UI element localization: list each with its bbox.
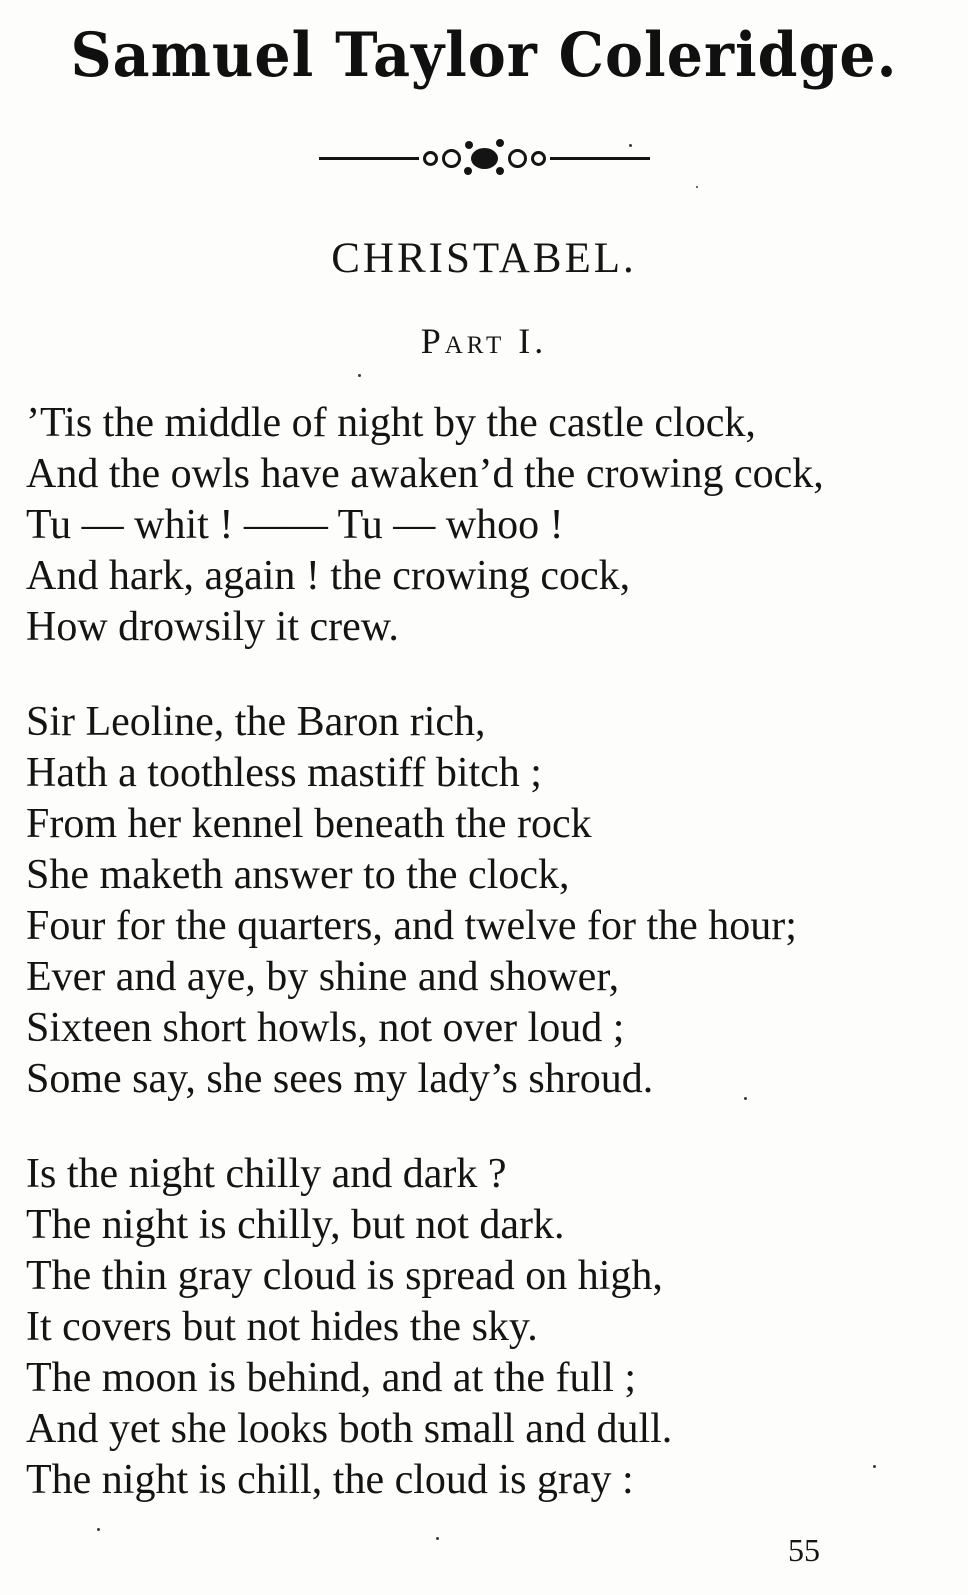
- poem-line: The thin gray cloud is spread on high,: [26, 1253, 663, 1299]
- poem-line: And the owls have awaken’d the crowing cock,: [26, 451, 824, 497]
- poem-line: The night is chill, the cloud is gray :: [26, 1457, 634, 1503]
- scan-speck: [696, 186, 698, 188]
- stanza-2: [26, 697, 952, 1105]
- poem-line: Sixteen short howls, not over loud ;: [26, 1005, 625, 1051]
- poem-line: From her kennel beneath the rock: [26, 801, 592, 847]
- poem-line: Some say, she sees my lady’s shroud.: [26, 1056, 654, 1102]
- poem-line: She maketh answer to the clock,: [26, 852, 570, 898]
- poem-line: And yet she looks both small and dull.: [26, 1406, 673, 1452]
- ornament-rosette-icon: [471, 148, 498, 169]
- scan-speck: [744, 1097, 747, 1100]
- poem-line: Is the night chilly and dark ?: [26, 1151, 507, 1197]
- poem-line: Tu — whit ! —— Tu — whoo !: [26, 502, 564, 548]
- stanza-1: [26, 398, 952, 653]
- author-heading: Samuel Taylor Coleridge.: [70, 19, 898, 92]
- stanza-3: [26, 1149, 952, 1506]
- ornament-rule-left: [319, 157, 419, 160]
- poem-line: Four for the quarters, and twelve for the hour;: [26, 903, 797, 949]
- poem-line: Ever and aye, by shine and shower,: [26, 954, 620, 1000]
- ornament-ring-icon: [423, 151, 438, 166]
- scan-speck: [358, 374, 361, 377]
- poem-line: Sir Leoline, the Baron rich,: [26, 699, 486, 745]
- scan-speck: [873, 1465, 876, 1468]
- ornament-ring-icon: [442, 149, 461, 168]
- ornament-ring-icon: [531, 151, 546, 166]
- poem-line: The night is chilly, but not dark.: [26, 1202, 565, 1248]
- poem-line: The moon is behind, and at the full ;: [26, 1355, 637, 1401]
- ornament-ring-icon: [508, 149, 527, 168]
- scan-speck: [97, 1528, 100, 1531]
- page-number: 55: [788, 1532, 820, 1568]
- poem-line: ’Tis the middle of night by the castle clock,: [26, 400, 756, 446]
- poem-title: CHRISTABEL.: [331, 235, 637, 282]
- poem-body: [26, 398, 952, 1550]
- poem-line: It covers but not hides the sky.: [26, 1304, 538, 1350]
- floral-divider-ornament-icon: [0, 140, 968, 176]
- poem-line: Hath a toothless mastiff bitch ;: [26, 750, 542, 796]
- scan-speck: [436, 1537, 439, 1540]
- poem-line: And hark, again ! the crowing cock,: [26, 553, 631, 599]
- ornament-rule-right: [550, 157, 650, 160]
- poem-line: How drowsily it crew.: [26, 604, 399, 650]
- part-heading: Part I.: [420, 321, 548, 361]
- scan-speck: [629, 144, 632, 147]
